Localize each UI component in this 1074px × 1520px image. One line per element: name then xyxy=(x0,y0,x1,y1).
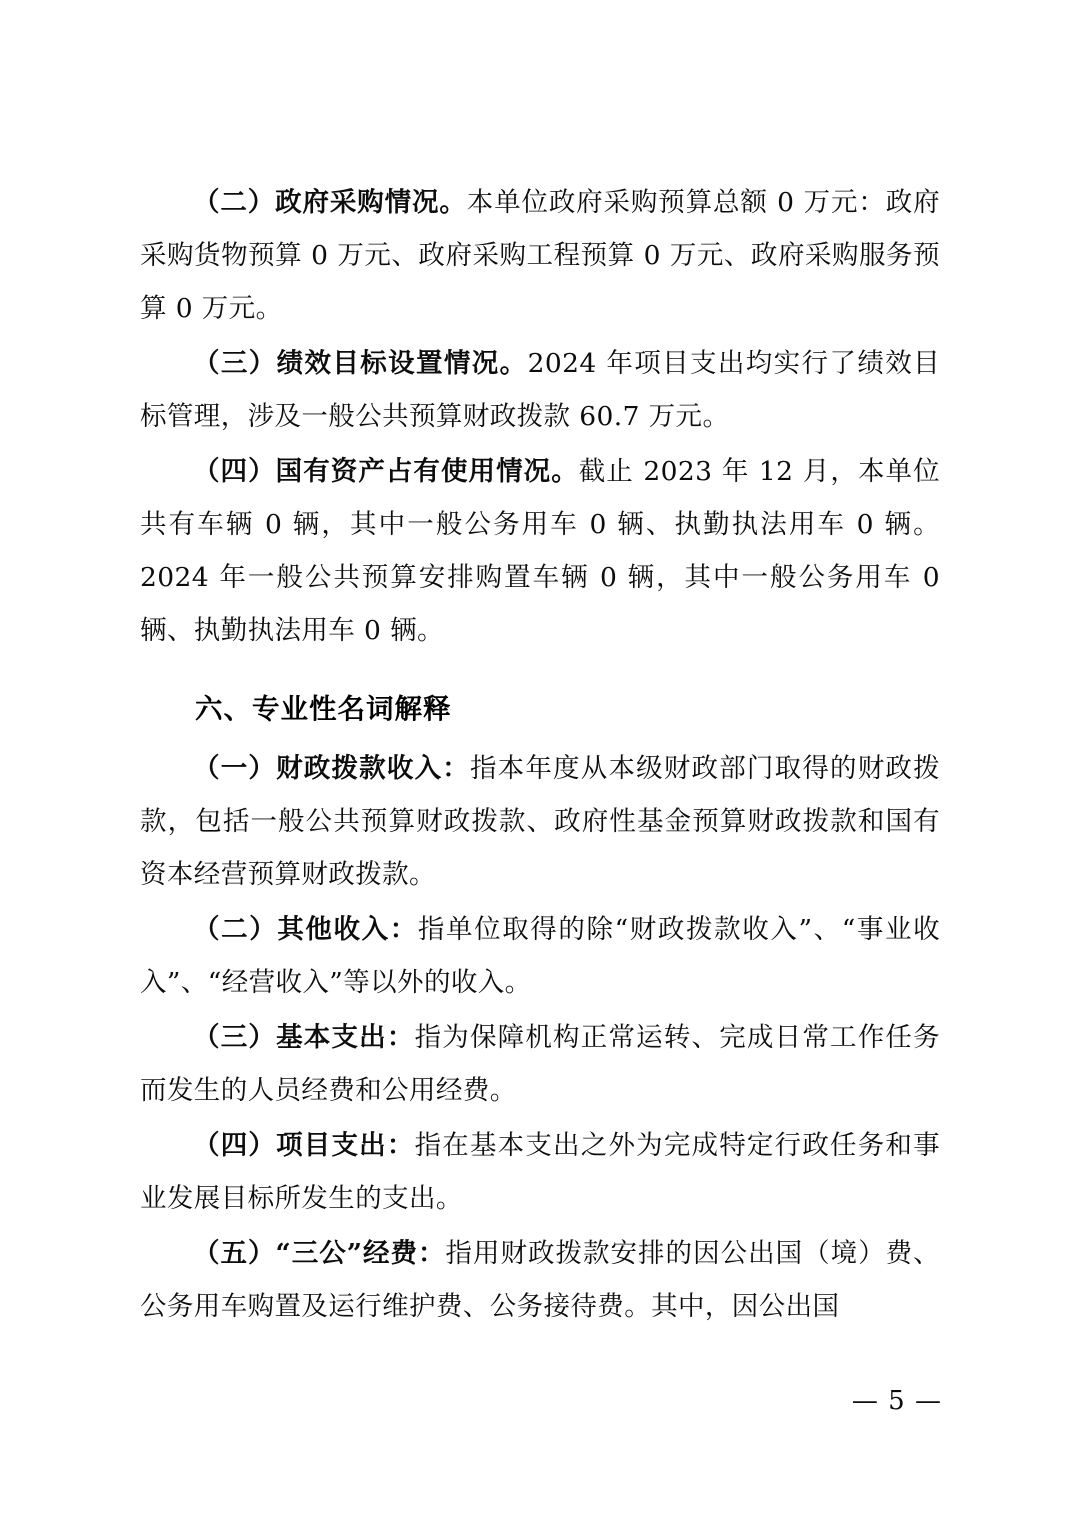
paragraph-government-procurement xyxy=(140,176,940,335)
glossary-term: （一）财政拨款收入： xyxy=(193,753,470,784)
section-heading: 六、专业性名词解释 xyxy=(195,693,452,725)
glossary-definition: 指为保障机构正常运转、完成日常工作任务而发生的人员经费和公用经费。 xyxy=(140,1022,940,1106)
paragraph-lead: （三）绩效目标设置情况。 xyxy=(193,348,528,379)
glossary-item-basic-expenditure xyxy=(140,1011,940,1117)
glossary-item-project-expenditure xyxy=(140,1119,940,1225)
paragraph-state-assets xyxy=(140,445,940,657)
glossary-definition: 指在基本支出之外为完成特定行政任务和事业发展目标所发生的支出。 xyxy=(140,1130,940,1214)
glossary-term: （四）项目支出： xyxy=(193,1130,415,1161)
paragraph-lead: （四）国有资产占有使用情况。 xyxy=(193,456,579,487)
glossary-definition: 指单位取得的除“财政拨款收入”、“事业收入”、“经营收入”等以外的收入。 xyxy=(140,914,940,998)
paragraph-text: 截止 2023 年 12 月，本单位共有车辆 0 辆，其中一般公务用车 0 辆、执勤执法用车 0 辆。2024 年一般公共预算安排购置车辆 0 辆，其中一般公务用车 0 辆、执勤执法用车 0 辆。 xyxy=(140,456,940,646)
page-number: — 5 — xyxy=(851,1386,942,1416)
glossary-term: （五）“三公”经费： xyxy=(193,1238,446,1269)
glossary-term: （三）基本支出： xyxy=(193,1022,415,1053)
document-body xyxy=(140,176,940,1335)
paragraph-text: 2024 年项目支出均实行了绩效目标管理，涉及一般公共预算财政拨款 60.7 万元。 xyxy=(140,348,940,432)
paragraph-performance-target xyxy=(140,337,940,443)
glossary-term: （二）其他收入： xyxy=(193,914,418,945)
paragraph-lead: （二）政府采购情况。 xyxy=(193,187,467,218)
glossary-definition: 指本年度从本级财政部门取得的财政拨款，包括一般公共预算财政拨款、政府性基金预算财政拨款和国有资本经营预算财政拨款。 xyxy=(140,753,940,890)
glossary-item-fiscal-appropriation-income xyxy=(140,742,940,901)
paragraph-text: 本单位政府采购预算总额 0 万元：政府采购货物预算 0 万元、政府采购工程预算 0 万元、政府采购服务预算 0 万元。 xyxy=(140,187,940,324)
glossary-item-three-public-expenses xyxy=(140,1227,940,1333)
glossary-item-other-income xyxy=(140,903,940,1009)
glossary-definition: 指用财政拨款安排的因公出国（境）费、公务用车购置及运行维护费、公务接待费。其中，因公出国 xyxy=(140,1238,940,1322)
